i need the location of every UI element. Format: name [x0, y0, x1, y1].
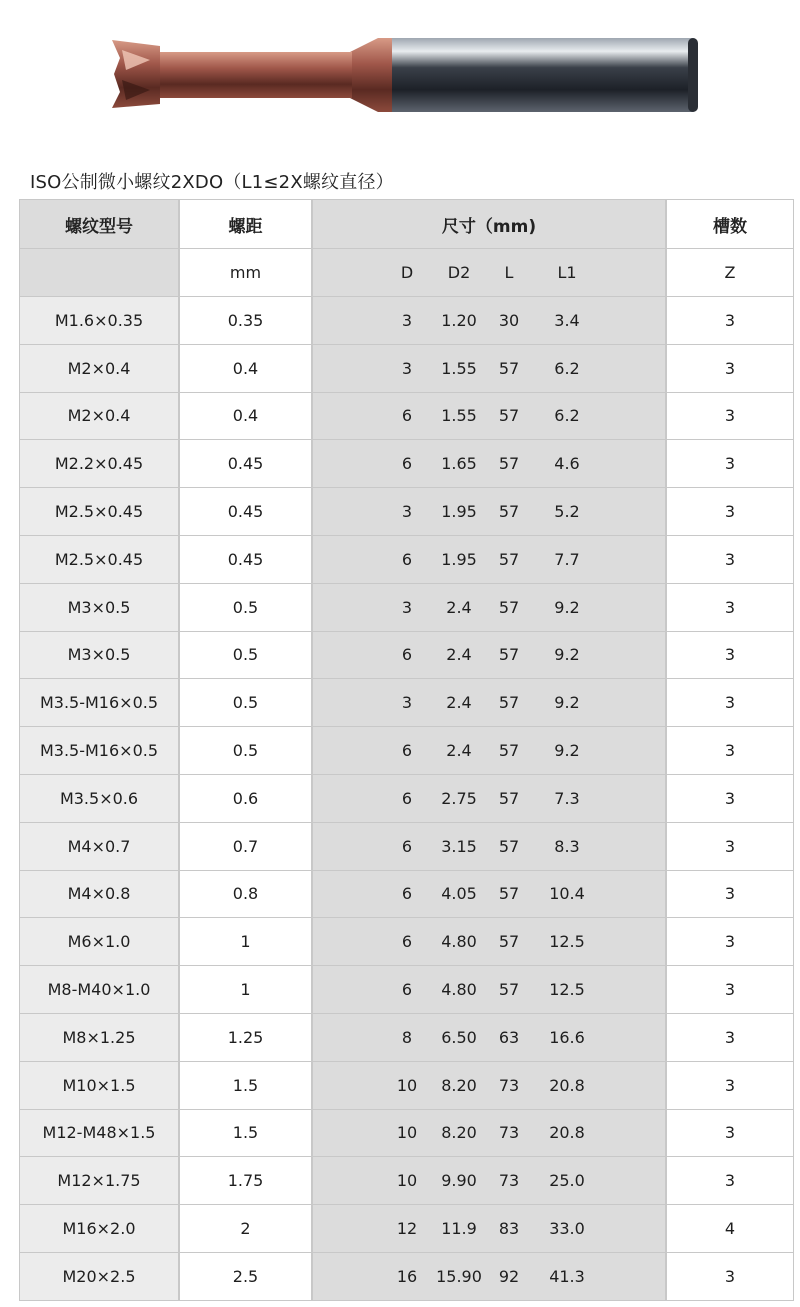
- cell-l: 92: [498, 1266, 520, 1286]
- cell-l1: 8.3: [554, 836, 580, 856]
- cell-pitch: 0.45: [180, 536, 311, 583]
- cell-thread: M16×2.0: [20, 1205, 178, 1252]
- cell-d: 6: [401, 980, 413, 1000]
- cell-flutes: 3: [667, 679, 793, 726]
- cell-d: 10: [396, 1171, 418, 1191]
- cell-l: 73: [498, 1123, 520, 1143]
- cell-d2: 3.15: [441, 836, 477, 856]
- cell-pitch: 1.25: [180, 1014, 311, 1061]
- cell-l1: 7.3: [554, 788, 580, 808]
- cell-d2: 8.20: [441, 1123, 477, 1143]
- cell-dimensions: [313, 1253, 665, 1300]
- cell-d: 6: [401, 454, 413, 474]
- cell-pitch: 0.5: [180, 584, 311, 631]
- cell-l: 57: [498, 693, 520, 713]
- cell-d: 6: [401, 932, 413, 952]
- cell-thread: M2×0.4: [20, 393, 178, 440]
- cell-dimensions: [313, 1205, 665, 1252]
- cell-d: 6: [401, 788, 413, 808]
- cell-flutes: 3: [667, 823, 793, 870]
- tool-shank: [380, 38, 696, 112]
- cell-l1: 6.2: [554, 406, 580, 426]
- cell-d: 6: [401, 884, 413, 904]
- cell-d2: 1.65: [441, 454, 477, 474]
- cell-flutes: 3: [667, 966, 793, 1013]
- cell-l1: 12.5: [549, 932, 585, 952]
- cell-l1: 7.7: [554, 549, 580, 569]
- cell-l1: 10.4: [549, 884, 585, 904]
- cell-pitch: 0.5: [180, 679, 311, 726]
- cell-thread: M8×1.25: [20, 1014, 178, 1061]
- cell-l1: 5.2: [554, 502, 580, 522]
- cell-thread: M3×0.5: [20, 584, 178, 631]
- cell-thread: M3.5-M16×0.5: [20, 727, 178, 774]
- cell-flutes: 3: [667, 775, 793, 822]
- cell-dimensions: [313, 1110, 665, 1157]
- cell-thread: M8-M40×1.0: [20, 966, 178, 1013]
- cell-l1: 4.6: [554, 454, 580, 474]
- cell-l1: 33.0: [549, 1219, 585, 1239]
- cell-l1: 9.2: [554, 645, 580, 665]
- cell-flutes: 3: [667, 1253, 793, 1300]
- cell-l1: 12.5: [549, 980, 585, 1000]
- cell-dimensions: [313, 679, 665, 726]
- cell-thread: M12×1.75: [20, 1157, 178, 1204]
- cell-d2: 4.05: [441, 884, 477, 904]
- header-thread: 螺纹型号: [20, 200, 178, 248]
- cell-d: 6: [401, 406, 413, 426]
- header-flutes: 槽数: [667, 200, 793, 248]
- cell-pitch: 0.5: [180, 632, 311, 679]
- header-pitch: 螺距: [180, 200, 311, 248]
- cell-l1: 25.0: [549, 1171, 585, 1191]
- cell-l1: 16.6: [549, 1027, 585, 1047]
- cell-d2: 9.90: [441, 1171, 477, 1191]
- cell-pitch: 1.5: [180, 1062, 311, 1109]
- cell-d: 10: [396, 1123, 418, 1143]
- cell-dimensions: [313, 632, 665, 679]
- cell-l: 57: [498, 741, 520, 761]
- end-mill-image: [0, 0, 800, 150]
- cell-l1: 20.8: [549, 1075, 585, 1095]
- cell-l1: 3.4: [554, 310, 580, 330]
- cell-d: 3: [401, 502, 413, 522]
- subheader-dimensions: [313, 249, 665, 296]
- cell-d2: 1.95: [441, 502, 477, 522]
- cell-dimensions: [313, 345, 665, 392]
- cell-l1: 9.2: [554, 597, 580, 617]
- cell-thread: M2.2×0.45: [20, 440, 178, 487]
- cell-dimensions: [313, 488, 665, 535]
- tool-transition: [350, 38, 392, 112]
- cell-flutes: 3: [667, 297, 793, 344]
- cell-flutes: 4: [667, 1205, 793, 1252]
- cell-dimensions: [313, 823, 665, 870]
- cell-thread: M1.6×0.35: [20, 297, 178, 344]
- cell-pitch: 1: [180, 966, 311, 1013]
- cell-thread: M4×0.8: [20, 871, 178, 918]
- tool-neck: [150, 52, 352, 98]
- cell-pitch: 0.35: [180, 297, 311, 344]
- cell-flutes: 3: [667, 393, 793, 440]
- cell-l: 63: [498, 1027, 520, 1047]
- cell-dimensions: [313, 440, 665, 487]
- cell-pitch: 0.6: [180, 775, 311, 822]
- cell-l1: 20.8: [549, 1123, 585, 1143]
- cell-l: 57: [498, 932, 520, 952]
- cell-pitch: 0.8: [180, 871, 311, 918]
- cell-thread: M20×2.5: [20, 1253, 178, 1300]
- cell-l1: 9.2: [554, 693, 580, 713]
- cell-l: 57: [498, 597, 520, 617]
- cell-d2: 15.90: [436, 1266, 482, 1286]
- cell-dimensions: [313, 297, 665, 344]
- cell-dimensions: [313, 775, 665, 822]
- cell-pitch: 1: [180, 918, 311, 965]
- cell-l1: 9.2: [554, 741, 580, 761]
- cell-d: 3: [401, 358, 413, 378]
- cell-d: 8: [401, 1027, 413, 1047]
- cell-d2: 1.20: [441, 310, 477, 330]
- cell-d: 6: [401, 645, 413, 665]
- cell-dimensions: [313, 918, 665, 965]
- cell-l: 57: [498, 836, 520, 856]
- cell-flutes: 3: [667, 727, 793, 774]
- cell-d2: 2.4: [446, 693, 472, 713]
- cell-l: 57: [498, 502, 520, 522]
- cell-flutes: 3: [667, 1062, 793, 1109]
- cell-thread: M4×0.7: [20, 823, 178, 870]
- cell-dimensions: [313, 966, 665, 1013]
- tool-cutting-head: [112, 40, 160, 108]
- cell-d2: 2.4: [446, 741, 472, 761]
- cell-l: 57: [498, 884, 520, 904]
- cell-thread: M3.5-M16×0.5: [20, 679, 178, 726]
- cell-flutes: 3: [667, 871, 793, 918]
- cell-d2: 2.4: [446, 645, 472, 665]
- subheader-z: Z: [667, 249, 793, 296]
- cell-flutes: 3: [667, 1110, 793, 1157]
- cell-l: 57: [498, 549, 520, 569]
- spec-table: [19, 199, 794, 1301]
- cell-pitch: 0.45: [180, 440, 311, 487]
- cell-d: 3: [401, 693, 413, 713]
- cell-pitch: 0.4: [180, 393, 311, 440]
- cell-pitch: 0.45: [180, 488, 311, 535]
- cell-thread: M6×1.0: [20, 918, 178, 965]
- cell-d: 10: [396, 1075, 418, 1095]
- cell-pitch: 2.5: [180, 1253, 311, 1300]
- cell-d2: 1.55: [441, 358, 477, 378]
- cell-l: 57: [498, 358, 520, 378]
- cell-dimensions: [313, 1157, 665, 1204]
- cell-dimensions: [313, 727, 665, 774]
- cell-thread: M2.5×0.45: [20, 488, 178, 535]
- cell-d2: 11.9: [441, 1219, 477, 1239]
- subheader-thread-empty: [20, 249, 178, 296]
- cell-d: 12: [396, 1219, 418, 1239]
- cell-thread: M3×0.5: [20, 632, 178, 679]
- cell-flutes: 3: [667, 345, 793, 392]
- cell-flutes: 3: [667, 632, 793, 679]
- cell-pitch: 0.5: [180, 727, 311, 774]
- cell-pitch: 0.4: [180, 345, 311, 392]
- cell-dimensions: [313, 1014, 665, 1061]
- cell-l: 57: [498, 454, 520, 474]
- cell-d2: 8.20: [441, 1075, 477, 1095]
- cell-d2: 4.80: [441, 980, 477, 1000]
- cell-d2: 2.75: [441, 788, 477, 808]
- table-caption: ISO公制微小螺纹2XDO（L1≤2X螺纹直径）: [30, 172, 394, 193]
- cell-d: 6: [401, 549, 413, 569]
- cell-dimensions: [313, 536, 665, 583]
- cell-dimensions: [313, 1062, 665, 1109]
- cell-d: 6: [401, 741, 413, 761]
- cell-dimensions: [313, 393, 665, 440]
- cell-thread: M12-M48×1.5: [20, 1110, 178, 1157]
- cell-thread: M2.5×0.45: [20, 536, 178, 583]
- cell-l: 57: [498, 406, 520, 426]
- cell-flutes: 3: [667, 1157, 793, 1204]
- cell-pitch: 1.5: [180, 1110, 311, 1157]
- cell-d2: 2.4: [446, 597, 472, 617]
- cell-pitch: 0.7: [180, 823, 311, 870]
- cell-pitch: 2: [180, 1205, 311, 1252]
- cell-pitch: 1.75: [180, 1157, 311, 1204]
- cell-l: 73: [498, 1171, 520, 1191]
- cell-l: 30: [498, 310, 520, 330]
- cell-d2: 4.80: [441, 932, 477, 952]
- cell-d: 16: [396, 1266, 418, 1286]
- cell-l: 57: [498, 788, 520, 808]
- cell-flutes: 3: [667, 1014, 793, 1061]
- subheader-l1: L1: [557, 263, 577, 282]
- cell-thread: M2×0.4: [20, 345, 178, 392]
- cell-d: 3: [401, 310, 413, 330]
- cell-l: 57: [498, 645, 520, 665]
- header-dimensions: 尺寸（mm): [313, 200, 665, 248]
- cell-flutes: 3: [667, 440, 793, 487]
- cell-d: 3: [401, 597, 413, 617]
- cell-l: 83: [498, 1219, 520, 1239]
- cell-d2: 6.50: [441, 1027, 477, 1047]
- cell-d2: 1.95: [441, 549, 477, 569]
- cell-dimensions: [313, 871, 665, 918]
- cell-l1: 6.2: [554, 358, 580, 378]
- cell-flutes: 3: [667, 584, 793, 631]
- subheader-d: D: [400, 263, 414, 282]
- cell-flutes: 3: [667, 918, 793, 965]
- cell-l1: 41.3: [549, 1266, 585, 1286]
- subheader-d2: D2: [447, 263, 471, 282]
- cell-l: 57: [498, 980, 520, 1000]
- subheader-l: L: [504, 263, 514, 282]
- cell-d2: 1.55: [441, 406, 477, 426]
- cell-flutes: 3: [667, 536, 793, 583]
- cell-d: 6: [401, 836, 413, 856]
- cell-thread: M10×1.5: [20, 1062, 178, 1109]
- cell-thread: M3.5×0.6: [20, 775, 178, 822]
- cell-dimensions: [313, 584, 665, 631]
- cell-flutes: 3: [667, 488, 793, 535]
- subheader-pitch-unit: mm: [180, 249, 311, 296]
- cell-l: 73: [498, 1075, 520, 1095]
